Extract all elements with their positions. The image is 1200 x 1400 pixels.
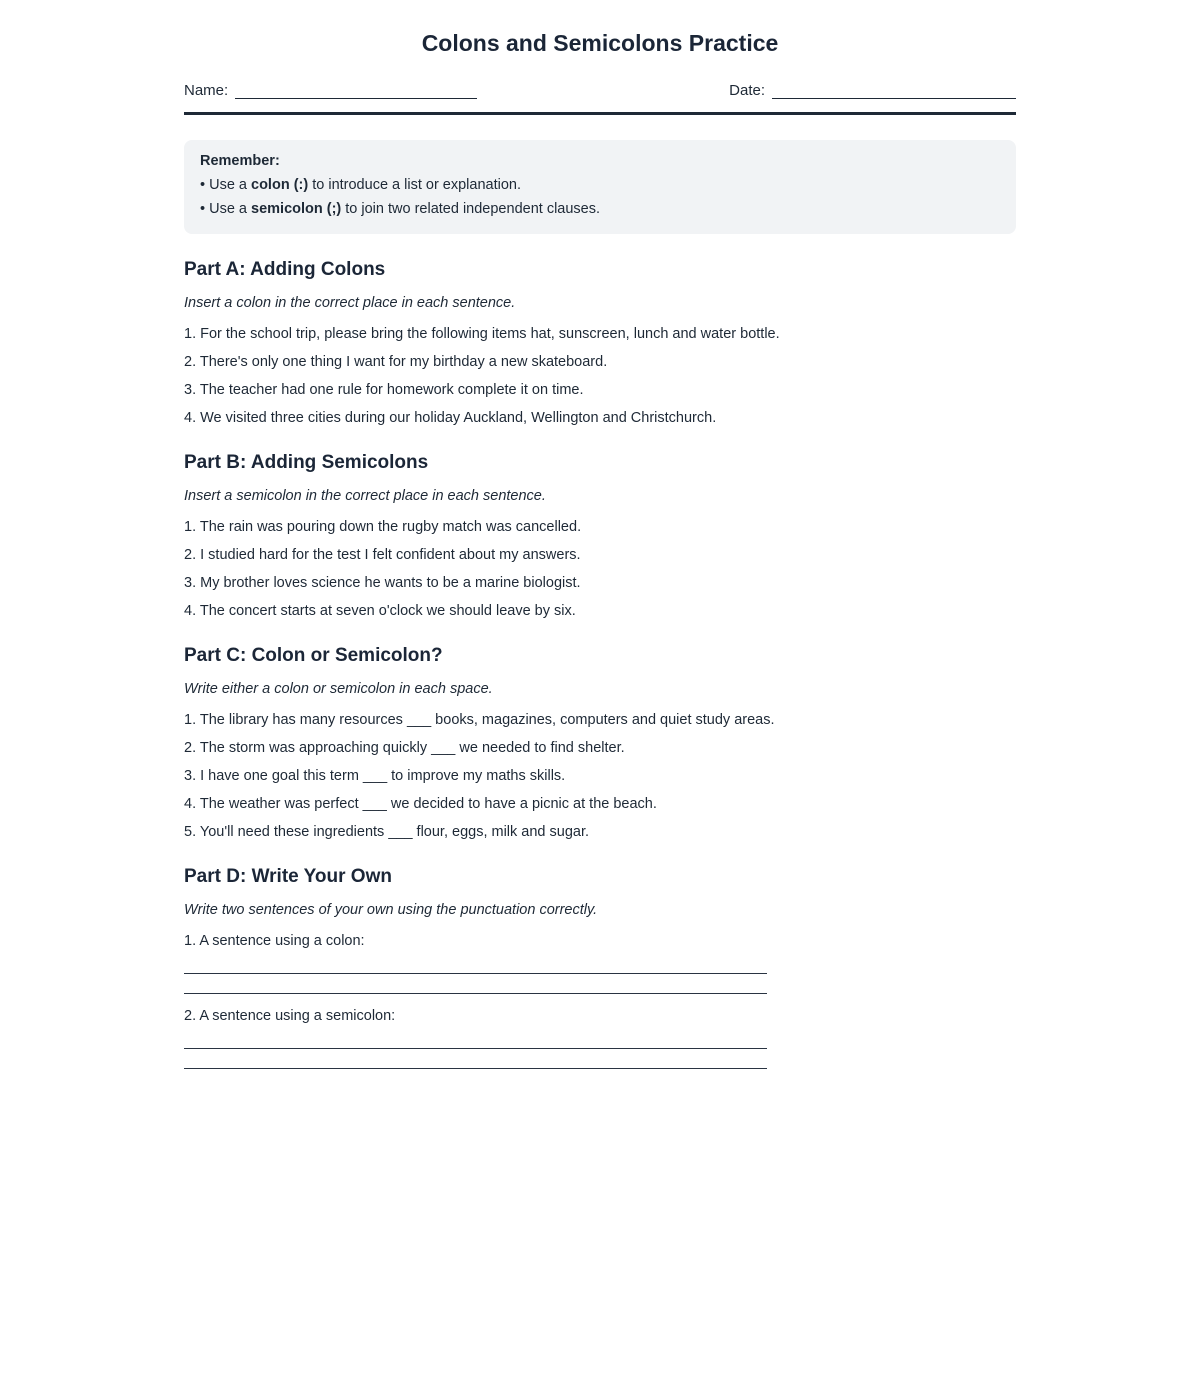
part-a-heading: Part A: Adding Colons bbox=[184, 259, 386, 280]
part-d-heading: Part D: Write Your Own bbox=[184, 866, 392, 887]
sentence-item: 2. The storm was approaching quickly ___ we needed to find shelter. bbox=[184, 740, 625, 756]
bullet-bold-term: colon (:) bbox=[251, 177, 309, 193]
name-field bbox=[184, 82, 477, 99]
answer-blank-line bbox=[184, 954, 767, 974]
sentence-item: 3. The teacher had one rule for homework complete it on time. bbox=[184, 382, 584, 398]
part-a-instruction: Insert a colon in the correct place in each sentence. bbox=[184, 295, 516, 311]
part-d-instruction: Write two sentences of your own using the punctuation correctly. bbox=[184, 902, 598, 918]
answer-blank-line bbox=[184, 1049, 767, 1069]
sentence-item: 1. The rain was pouring down the rugby match was cancelled. bbox=[184, 519, 582, 535]
write-prompt-semicolon: 2. A sentence using a semicolon: bbox=[184, 1008, 396, 1024]
bullet-suffix: to join two related independent clauses. bbox=[341, 201, 601, 217]
answer-blank-line bbox=[184, 974, 767, 994]
part-b-instruction: Insert a semicolon in the correct place in each sentence. bbox=[184, 488, 546, 504]
page-title: Colons and Semicolons Practice bbox=[421, 30, 779, 56]
bullet-prefix: • Use a bbox=[200, 201, 252, 217]
date-blank-line bbox=[772, 84, 1016, 99]
sentence-item: 4. We visited three cities during our holiday Auckland, Wellington and Christchurch. bbox=[184, 410, 717, 426]
sentence-item: 1. The library has many resources ___ books, magazines, computers and quiet study areas. bbox=[184, 712, 775, 728]
bullet-suffix: to introduce a list or explanation. bbox=[308, 177, 521, 193]
write-your-own-semicolon bbox=[184, 1008, 1016, 1069]
write-your-own-colon bbox=[184, 933, 1016, 994]
answer-lines bbox=[184, 1029, 767, 1069]
name-label: Name: bbox=[184, 82, 229, 99]
date-field bbox=[729, 82, 1016, 99]
bullet-prefix: • Use a bbox=[200, 177, 252, 193]
sentence-item: 4. The weather was perfect ___ we decided to have a picnic at the beach. bbox=[184, 796, 657, 812]
remember-callout bbox=[184, 140, 1016, 234]
part-c-heading: Part C: Colon or Semicolon? bbox=[184, 645, 443, 666]
worksheet-page bbox=[184, 0, 1016, 1069]
sentence-item: 3. My brother loves science he wants to be a marine biologist. bbox=[184, 575, 581, 591]
part-b-heading: Part B: Adding Semicolons bbox=[184, 452, 429, 473]
remember-heading: Remember: bbox=[200, 153, 280, 169]
remember-bullet-semicolon bbox=[200, 201, 1000, 218]
answer-blank-line bbox=[184, 1029, 767, 1049]
sentence-item: 3. I have one goal this term ___ to improve my maths skills. bbox=[184, 768, 566, 784]
sentence-item: 1. For the school trip, please bring the following items hat, sunscreen, lunch and water bottle. bbox=[184, 326, 780, 342]
name-date-header bbox=[184, 82, 1016, 115]
answer-lines bbox=[184, 954, 767, 994]
name-blank-line bbox=[235, 84, 477, 99]
sentence-item: 2. There's only one thing I want for my birthday a new skateboard. bbox=[184, 354, 608, 370]
remember-bullet-colon bbox=[200, 177, 1000, 194]
bullet-bold-term: semicolon (;) bbox=[251, 201, 342, 217]
write-prompt-colon: 1. A sentence using a colon: bbox=[184, 933, 365, 949]
sentence-item: 5. You'll need these ingredients ___ flour, eggs, milk and sugar. bbox=[184, 824, 590, 840]
part-c-instruction: Write either a colon or semicolon in each space. bbox=[184, 681, 493, 697]
sentence-item: 4. The concert starts at seven o'clock we should leave by six. bbox=[184, 603, 576, 619]
sentence-item: 2. I studied hard for the test I felt confident about my answers. bbox=[184, 547, 581, 563]
date-label: Date: bbox=[729, 82, 765, 99]
